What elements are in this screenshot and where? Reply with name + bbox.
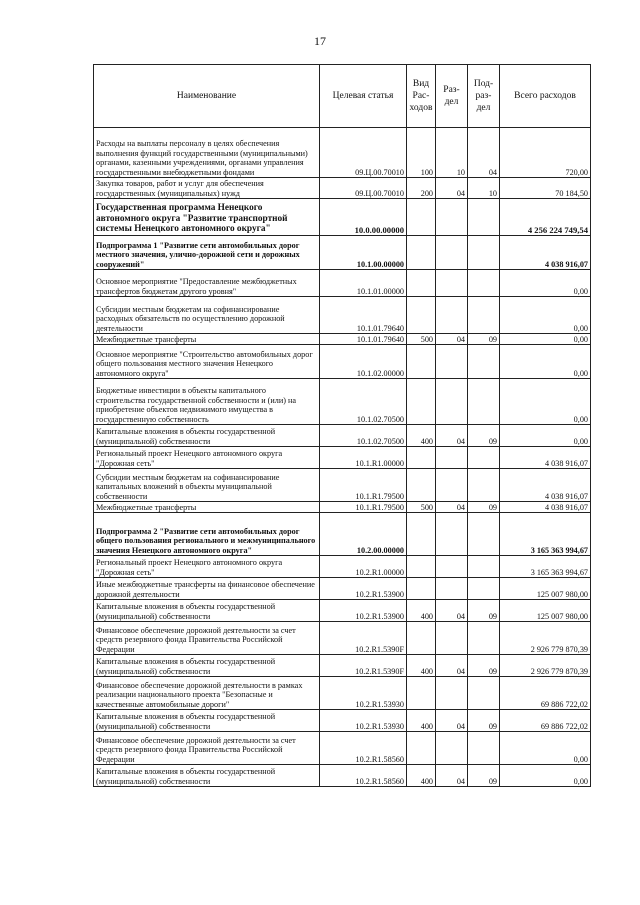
row-subsection [468, 345, 500, 379]
table-row [94, 270, 591, 297]
row-subsection: 09 [468, 600, 500, 622]
row-section [436, 677, 468, 710]
row-total: 4 038 916,07 [500, 502, 591, 513]
row-expense-kind: 400 [407, 600, 436, 622]
row-name: Субсидии местным бюджетам на софинансирование капитальных вложений в объекты муниципальной собственности [94, 469, 320, 502]
row-subsection: 09 [468, 334, 500, 345]
table-row [94, 297, 591, 334]
row-expense-kind [407, 677, 436, 710]
table-row [94, 732, 591, 765]
row-section [436, 578, 468, 600]
row-name: Иные межбюджетные трансферты на финансовое обеспечение дорожной деятельности [94, 578, 320, 600]
row-total: 720,00 [500, 128, 591, 178]
row-target-article: 10.1.02.70500 [320, 425, 407, 447]
row-section: 04 [436, 765, 468, 787]
row-section [436, 556, 468, 578]
row-expense-kind: 400 [407, 765, 436, 787]
page-number: 17 [314, 34, 326, 48]
row-expense-kind [407, 270, 436, 297]
row-target-article: 10.2.R1.58560 [320, 765, 407, 787]
row-section: 10 [436, 128, 468, 178]
row-subsection [468, 199, 500, 236]
row-subsection [468, 297, 500, 334]
row-name: Субсидии местным бюджетам на софинансирование расходных обязательств по осуществлению дорожной деятельности [94, 297, 320, 334]
row-target-article: 10.1.01.79640 [320, 297, 407, 334]
row-expense-kind [407, 556, 436, 578]
row-name: Региональный проект Ненецкого автономного округа "Дорожная сеть" [94, 556, 320, 578]
row-target-article: 10.1.R1.00000 [320, 447, 407, 469]
row-target-article: 10.2.R1.53930 [320, 677, 407, 710]
row-subsection: 09 [468, 502, 500, 513]
header-section: Раз-дел [436, 65, 468, 128]
row-total: 0,00 [500, 732, 591, 765]
row-target-article: 10.1.02.70500 [320, 379, 407, 425]
row-target-article: 10.2.R1.53930 [320, 710, 407, 732]
row-expense-kind [407, 236, 436, 270]
row-total: 4 256 224 749,54 [500, 199, 591, 236]
row-name: Бюджетные инвестиции в объекты капитального строительства государственной собственности и (или) на приобретение объектов недвижимого имущества в государственную собственность [94, 379, 320, 425]
row-expense-kind [407, 297, 436, 334]
row-section [436, 199, 468, 236]
row-name: Межбюджетные трансферты [94, 502, 320, 513]
table-row [94, 513, 591, 556]
row-subsection: 09 [468, 710, 500, 732]
row-section [436, 297, 468, 334]
row-expense-kind [407, 732, 436, 765]
row-expense-kind: 100 [407, 128, 436, 178]
row-section [436, 622, 468, 655]
row-section: 04 [436, 425, 468, 447]
row-name: Основное мероприятие "Предоставление межбюджетных трансфертов бюджетам другого уровня" [94, 270, 320, 297]
expenditure-table [93, 64, 591, 787]
row-total: 0,00 [500, 345, 591, 379]
table-row [94, 502, 591, 513]
row-target-article: 10.2.R1.58560 [320, 732, 407, 765]
row-total: 0,00 [500, 270, 591, 297]
row-subsection [468, 469, 500, 502]
row-name: Подпрограмма 2 "Развитие сети автомобильных дорог общего пользования регионального и межмуниципального значения Ненецкого автономного округа" [94, 513, 320, 556]
table-row [94, 447, 591, 469]
row-subsection [468, 556, 500, 578]
row-section [436, 236, 468, 270]
table-row [94, 469, 591, 502]
row-target-article: 10.1.R1.79500 [320, 502, 407, 513]
row-section [436, 379, 468, 425]
row-subsection [468, 513, 500, 556]
row-target-article: 10.2.R1.53900 [320, 600, 407, 622]
row-section: 04 [436, 334, 468, 345]
row-subsection [468, 447, 500, 469]
row-subsection [468, 732, 500, 765]
row-total: 2 926 779 870,39 [500, 622, 591, 655]
row-target-article: 10.1.02.00000 [320, 345, 407, 379]
row-section [436, 469, 468, 502]
header-subsection: Под-раз-дел [468, 65, 500, 128]
row-total: 0,00 [500, 425, 591, 447]
row-subsection: 09 [468, 655, 500, 677]
row-expense-kind: 500 [407, 502, 436, 513]
row-name: Капитальные вложения в объекты государственной (муниципальной) собственности [94, 425, 320, 447]
row-total: 4 038 916,07 [500, 236, 591, 270]
row-expense-kind [407, 622, 436, 655]
row-section [436, 345, 468, 379]
row-expense-kind: 400 [407, 425, 436, 447]
row-name: Основное мероприятие "Строительство автомобильных дорог общего пользования местного значения Ненецкого автономного округа" [94, 345, 320, 379]
row-total: 70 184,50 [500, 178, 591, 199]
row-expense-kind [407, 513, 436, 556]
row-target-article: 10.2.R1.5390F [320, 622, 407, 655]
row-section: 04 [436, 600, 468, 622]
row-total: 4 038 916,07 [500, 447, 591, 469]
row-subsection: 10 [468, 178, 500, 199]
row-subsection [468, 379, 500, 425]
table-row [94, 677, 591, 710]
row-total: 0,00 [500, 297, 591, 334]
row-name: Капитальные вложения в объекты государственной (муниципальной) собственности [94, 600, 320, 622]
row-section: 04 [436, 710, 468, 732]
row-total: 69 886 722,02 [500, 710, 591, 732]
table-row [94, 128, 591, 178]
row-name: Финансовое обеспечение дорожной деятельности за счет средств резервного фонда Правительства Российской Федерации [94, 732, 320, 765]
row-subsection [468, 677, 500, 710]
row-section [436, 447, 468, 469]
row-target-article: 10.0.00.00000 [320, 199, 407, 236]
row-expense-kind [407, 469, 436, 502]
row-name: Региональный проект Ненецкого автономного округа "Дорожная сеть" [94, 447, 320, 469]
row-expense-kind [407, 345, 436, 379]
row-name: Капитальные вложения в объекты государственной (муниципальной) собственности [94, 765, 320, 787]
table-row [94, 236, 591, 270]
row-expense-kind: 400 [407, 655, 436, 677]
row-total: 125 007 980,00 [500, 578, 591, 600]
row-total: 3 165 363 994,67 [500, 556, 591, 578]
table-row [94, 345, 591, 379]
row-target-article: 10.1.R1.79500 [320, 469, 407, 502]
row-expense-kind [407, 447, 436, 469]
row-target-article: 10.2.00.00000 [320, 513, 407, 556]
row-name: Закупка товаров, работ и услуг для обеспечения государственных (муниципальных) нужд [94, 178, 320, 199]
row-subsection: 04 [468, 128, 500, 178]
header-name: Наименование [94, 65, 320, 128]
table-row [94, 655, 591, 677]
table-row [94, 765, 591, 787]
header-expense-kind: Вид Рас-ходов [407, 65, 436, 128]
row-total: 4 038 916,07 [500, 469, 591, 502]
row-name: Капитальные вложения в объекты государственной (муниципальной) собственности [94, 710, 320, 732]
row-expense-kind [407, 578, 436, 600]
row-expense-kind: 200 [407, 178, 436, 199]
row-total: 125 007 980,00 [500, 600, 591, 622]
row-total: 2 926 779 870,39 [500, 655, 591, 677]
row-name: Расходы на выплаты персоналу в целях обеспечения выполнения функций государственными (муниципальными) органами, казенными учреждениями, органами управления государственными внебюджетными фондами [94, 128, 320, 178]
table-row [94, 556, 591, 578]
row-subsection [468, 622, 500, 655]
row-section [436, 513, 468, 556]
row-target-article: 10.1.01.79640 [320, 334, 407, 345]
row-total: 69 886 722,02 [500, 677, 591, 710]
row-target-article: 09.Ц.00.70010 [320, 178, 407, 199]
table-row [94, 334, 591, 345]
row-name: Капитальные вложения в объекты государственной (муниципальной) собственности [94, 655, 320, 677]
table-row [94, 622, 591, 655]
table-row [94, 425, 591, 447]
row-subsection [468, 270, 500, 297]
row-section [436, 270, 468, 297]
row-subsection [468, 236, 500, 270]
row-name: Финансовое обеспечение дорожной деятельности за счет средств резервного фонда Правительства Российской Федерации [94, 622, 320, 655]
row-subsection: 09 [468, 765, 500, 787]
row-target-article: 10.2.R1.00000 [320, 556, 407, 578]
row-target-article: 09.Ц.00.70010 [320, 128, 407, 178]
row-section [436, 732, 468, 765]
row-target-article: 10.1.01.00000 [320, 270, 407, 297]
row-expense-kind [407, 379, 436, 425]
table-row [94, 199, 591, 236]
row-section: 04 [436, 502, 468, 513]
row-subsection [468, 578, 500, 600]
row-expense-kind: 400 [407, 710, 436, 732]
row-target-article: 10.1.00.00000 [320, 236, 407, 270]
row-target-article: 10.2.R1.53900 [320, 578, 407, 600]
header-target-article: Целевая статья [320, 65, 407, 128]
table-row [94, 578, 591, 600]
row-name: Финансовое обеспечение дорожной деятельности в рамках реализации национального проекта "Безопасные и качественные автомобильные дороги" [94, 677, 320, 710]
table-row [94, 600, 591, 622]
row-total: 0,00 [500, 334, 591, 345]
row-subsection: 09 [468, 425, 500, 447]
row-section: 04 [436, 178, 468, 199]
row-section: 04 [436, 655, 468, 677]
row-name: Государственная программа Ненецкого автономного округа "Развитие транспортной системы Ненецкого автономного округа" [94, 199, 320, 236]
row-total: 3 165 363 994,67 [500, 513, 591, 556]
row-name: Подпрограмма 1 "Развитие сети автомобильных дорог местного значения, улично-дорожной сети и дорожных сооружений" [94, 236, 320, 270]
row-expense-kind [407, 199, 436, 236]
table-row [94, 710, 591, 732]
row-total: 0,00 [500, 379, 591, 425]
header-total-expenses: Всего расходов [500, 65, 591, 128]
table-row [94, 178, 591, 199]
table-header-row [94, 65, 591, 128]
row-expense-kind: 500 [407, 334, 436, 345]
row-total: 0,00 [500, 765, 591, 787]
table-row [94, 379, 591, 425]
row-name: Межбюджетные трансферты [94, 334, 320, 345]
row-target-article: 10.2.R1.5390F [320, 655, 407, 677]
